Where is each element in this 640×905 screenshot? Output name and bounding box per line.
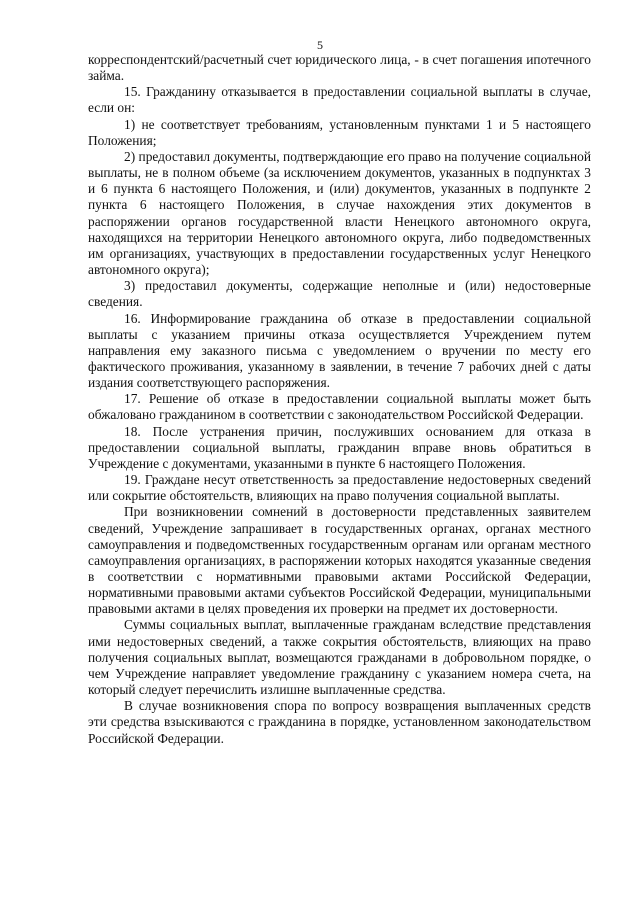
paragraph-item-15-1: 1) не соответствует требованиям, установленным пунктами 1 и 5 настоящего Положения; [88,116,591,148]
page-number: 5 [317,38,323,52]
paragraph-item-15-2: 2) предоставил документы, подтверждающие его право на получение социальной выплаты, не в полном объеме (за исключением документов, указанных в подпунктах 3 и 6 пункта 6 настоящего Положения, и (или) документов, указанных в подпункте 2 пункта 6 настоящего Положения, в случае нахождения этих документов в распоряжении органов государственной власти Ненецкого автономного округа, находящихся на территории Ненецкого автономного округа, либо подведомственных им организациях, участвующих в предоставлении государственных услуг Ненецкого автономного округа); [88,148,591,278]
paragraph-dispute: В случае возникновения спора по вопросу возвращения выплаченных средств эти средства взыскиваются с гражданина в порядке, установленном законодательством Российской Федерации. [88,698,591,746]
paragraph-verification: При возникновении сомнений в достоверности представленных заявителем сведений, Учреждение запрашивает в государственных органах, органах местного самоуправления и подведомственных государственным органам или органам местного самоуправления организациях, в распоряжении которых находятся указанные сведения в соответствии с нормативными правовыми актами Российской Федерации, нормативными правовыми актами субъектов Российской Федерации, муниципальными правовыми актами в целях проведения их проверки на предмет их достоверности. [88,504,591,617]
paragraph-item-17: 17. Решение об отказе в предоставлении социальной выплаты может быть обжаловано гражданином в соответствии с законодательством Российской Федерации. [88,391,591,423]
document-body [88,52,591,747]
paragraph-item-15: 15. Гражданину отказывается в предоставлении социальной выплаты в случае, если он: [88,84,591,116]
paragraph-item-19: 19. Граждане несут ответственность за предоставление недостоверных сведений или сокрытие обстоятельств, влияющих на право получения социальной выплаты. [88,472,591,504]
paragraph-item-18: 18. После устранения причин, послуживших основанием для отказа в предоставлении социальной выплаты, гражданин вправе вновь обратиться в Учреждение с документами, указанными в пункте 6 настоящего Положения. [88,423,591,471]
paragraph-continuation: корреспондентский/расчетный счет юридического лица, - в счет погашения ипотечного займа. [88,52,591,84]
paragraph-refund: Суммы социальных выплат, выплаченные гражданам вследствие представления ими недостоверных сведений, а также сокрытия обстоятельств, влияющих на право получения социальных выплат, возмещаются гражданами в добровольном порядке, о чем Учреждение направляет уведомление гражданину с указанием номера счета, на который следует перечислить излишне выплаченные средства. [88,617,591,698]
paragraph-item-16: 16. Информирование гражданина об отказе в предоставлении социальной выплаты с указанием причины отказа осуществляется Учреждением путем направления ему заказного письма с уведомлением о вручении по месту его фактического проживания, указанному в заявлении, в течение 7 рабочих дней с даты издания соответствующего распоряжения. [88,310,591,391]
paragraph-item-15-3: 3) предоставил документы, содержащие неполные и (или) недостоверные сведения. [88,278,591,310]
